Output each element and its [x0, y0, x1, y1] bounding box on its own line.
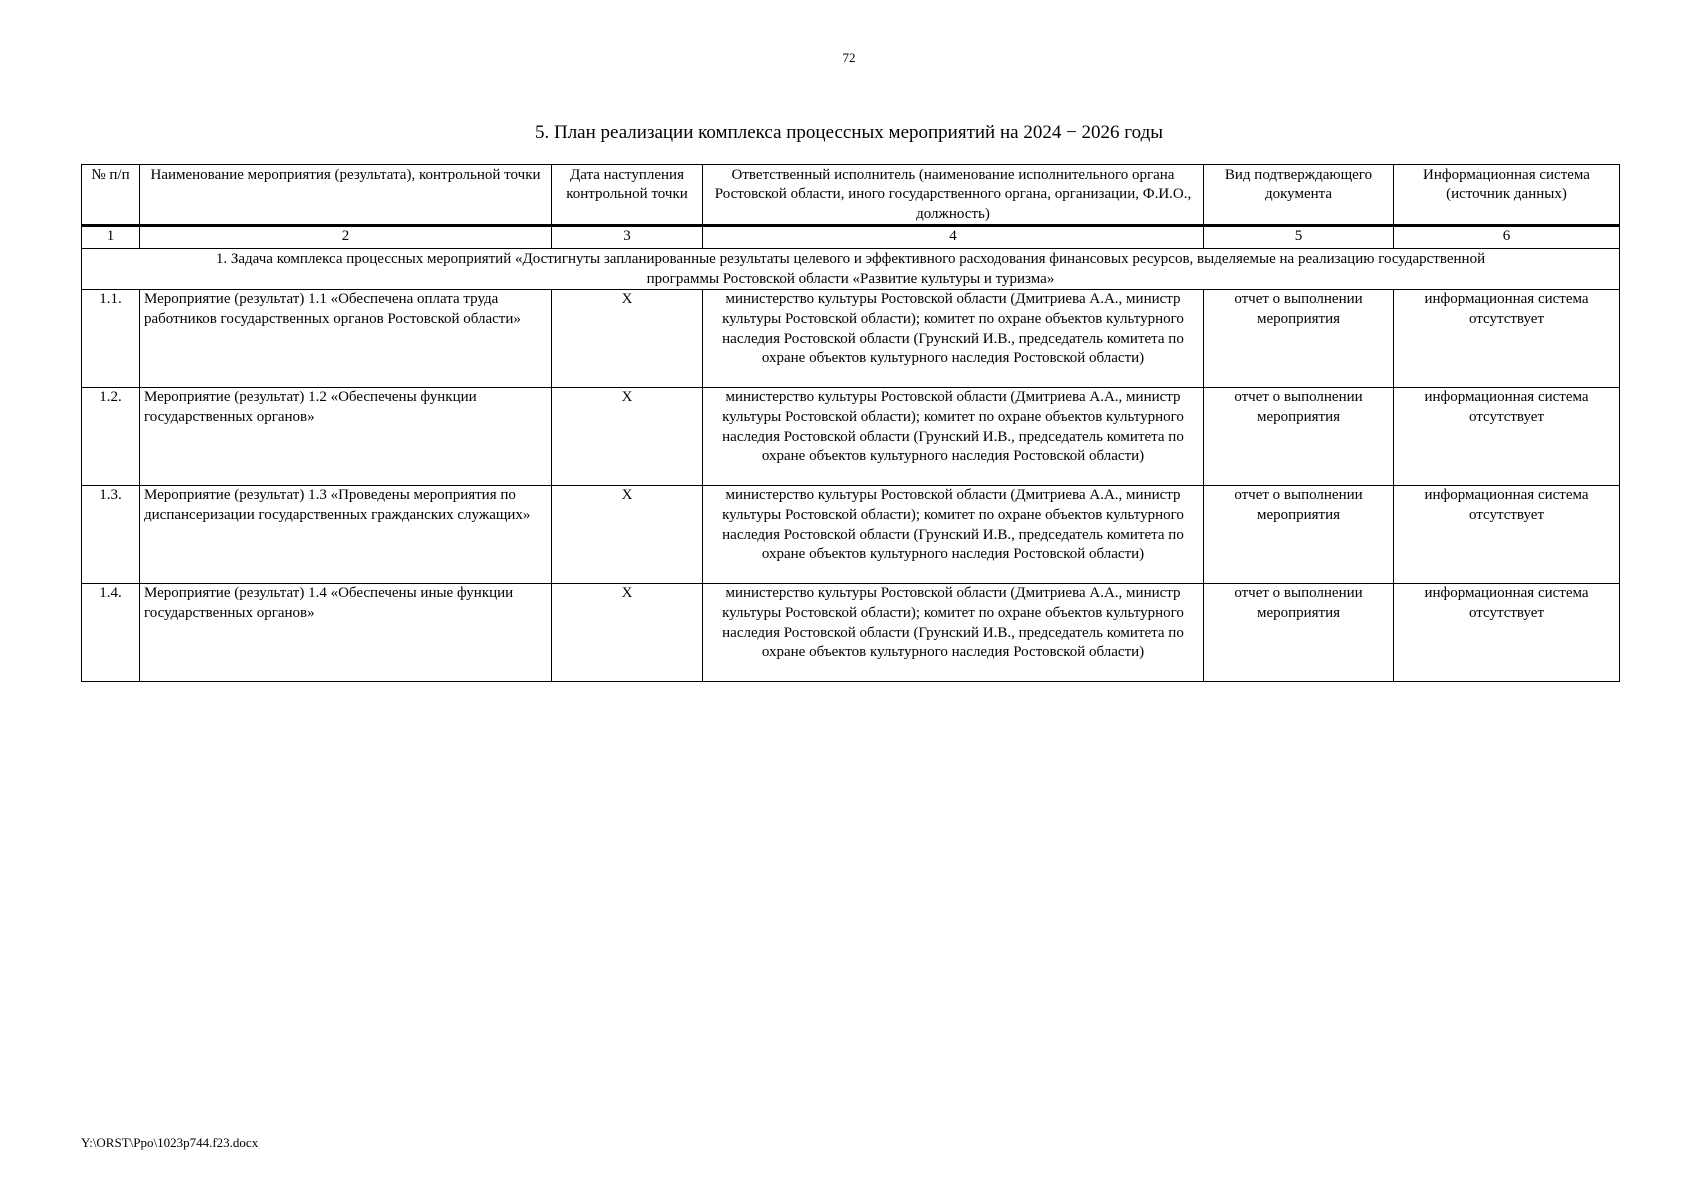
column-number: 1 — [82, 226, 140, 249]
column-number: 5 — [1204, 226, 1394, 249]
page-number: 72 — [842, 50, 856, 65]
row-system: информационная система отсутствует — [1394, 388, 1620, 486]
column-number: 2 — [140, 226, 552, 249]
task-row — [82, 249, 1620, 290]
row-document: отчет о выполнении мероприятия — [1204, 388, 1394, 486]
header-document: Вид подтверждающего документа — [1204, 165, 1394, 226]
table-header-row — [82, 165, 1620, 226]
header-date: Дата наступления контрольной точки — [552, 165, 703, 226]
row-name: Мероприятие (результат) 1.4 «Обеспечены иные функции государственных органов» — [140, 584, 552, 682]
row-system: информационная система отсутствует — [1394, 486, 1620, 584]
row-date: Х — [552, 388, 703, 486]
table-row — [82, 486, 1620, 584]
row-document: отчет о выполнении мероприятия — [1204, 486, 1394, 584]
row-name: Мероприятие (результат) 1.2 «Обеспечены функции государственных органов» — [140, 388, 552, 486]
task-title: 1. Задача комплекса процессных мероприятий «Достигнуты запланированные результаты целевого и эффективного расходования финансовых ресурсов, выделяемые на реализацию государственной программы Ростовской области «Развитие культуры и туризма» — [82, 249, 1620, 290]
row-num: 1.4. — [82, 584, 140, 682]
column-number: 3 — [552, 226, 703, 249]
row-document: отчет о выполнении мероприятия — [1204, 584, 1394, 682]
column-number: 4 — [703, 226, 1204, 249]
footer-file-path: Y:\ORST\Ppo\1023p744.f23.docx — [81, 1135, 259, 1150]
table-row — [82, 584, 1620, 682]
row-num: 1.2. — [82, 388, 140, 486]
header-responsible: Ответственный исполнитель (наименование исполнительного органа Ростовской области, иного государственного органа, организации, Ф.И.О., должность) — [703, 165, 1204, 226]
row-responsible: министерство культуры Ростовской области (Дмитриева А.А., министр культуры Ростовской области); комитет по охране объектов культурного наследия Ростовской области (Грунский И.В., председатель комитета по охране объектов культурного наследия Ростовской области) — [703, 388, 1204, 486]
table-row — [82, 290, 1620, 388]
row-system: информационная система отсутствует — [1394, 290, 1620, 388]
row-name: Мероприятие (результат) 1.1 «Обеспечена оплата труда работников государственных органов Ростовской области» — [140, 290, 552, 388]
document-title: 5. План реализации комплекса процессных мероприятий на 2024 − 2026 годы — [534, 122, 1163, 143]
row-num: 1.3. — [82, 486, 140, 584]
row-num: 1.1. — [82, 290, 140, 388]
row-system: информационная система отсутствует — [1394, 584, 1620, 682]
row-responsible: министерство культуры Ростовской области (Дмитриева А.А., министр культуры Ростовской области); комитет по охране объектов культурного наследия Ростовской области (Грунский И.В., председатель комитета по охране объектов культурного наследия Ростовской области) — [703, 290, 1204, 388]
row-responsible: министерство культуры Ростовской области (Дмитриева А.А., министр культуры Ростовской области); комитет по охране объектов культурного наследия Ростовской области (Грунский И.В., председатель комитета по охране объектов культурного наследия Ростовской области) — [703, 486, 1204, 584]
header-system: Информационная система (источник данных) — [1394, 165, 1620, 226]
row-date: Х — [552, 584, 703, 682]
header-num: № п/п — [82, 165, 140, 226]
row-name: Мероприятие (результат) 1.3 «Проведены мероприятия по диспансеризации государственных гражданских служащих» — [140, 486, 552, 584]
row-date: Х — [552, 486, 703, 584]
column-numbers-row — [82, 226, 1620, 249]
row-date: Х — [552, 290, 703, 388]
table-row — [82, 388, 1620, 486]
row-document: отчет о выполнении мероприятия — [1204, 290, 1394, 388]
column-number: 6 — [1394, 226, 1620, 249]
row-responsible: министерство культуры Ростовской области (Дмитриева А.А., министр культуры Ростовской области); комитет по охране объектов культурного наследия Ростовской области (Грунский И.В., председатель комитета по охране объектов культурного наследия Ростовской области) — [703, 584, 1204, 682]
implementation-plan-table — [81, 164, 1620, 682]
header-name: Наименование мероприятия (результата), контрольной точки — [140, 165, 552, 226]
